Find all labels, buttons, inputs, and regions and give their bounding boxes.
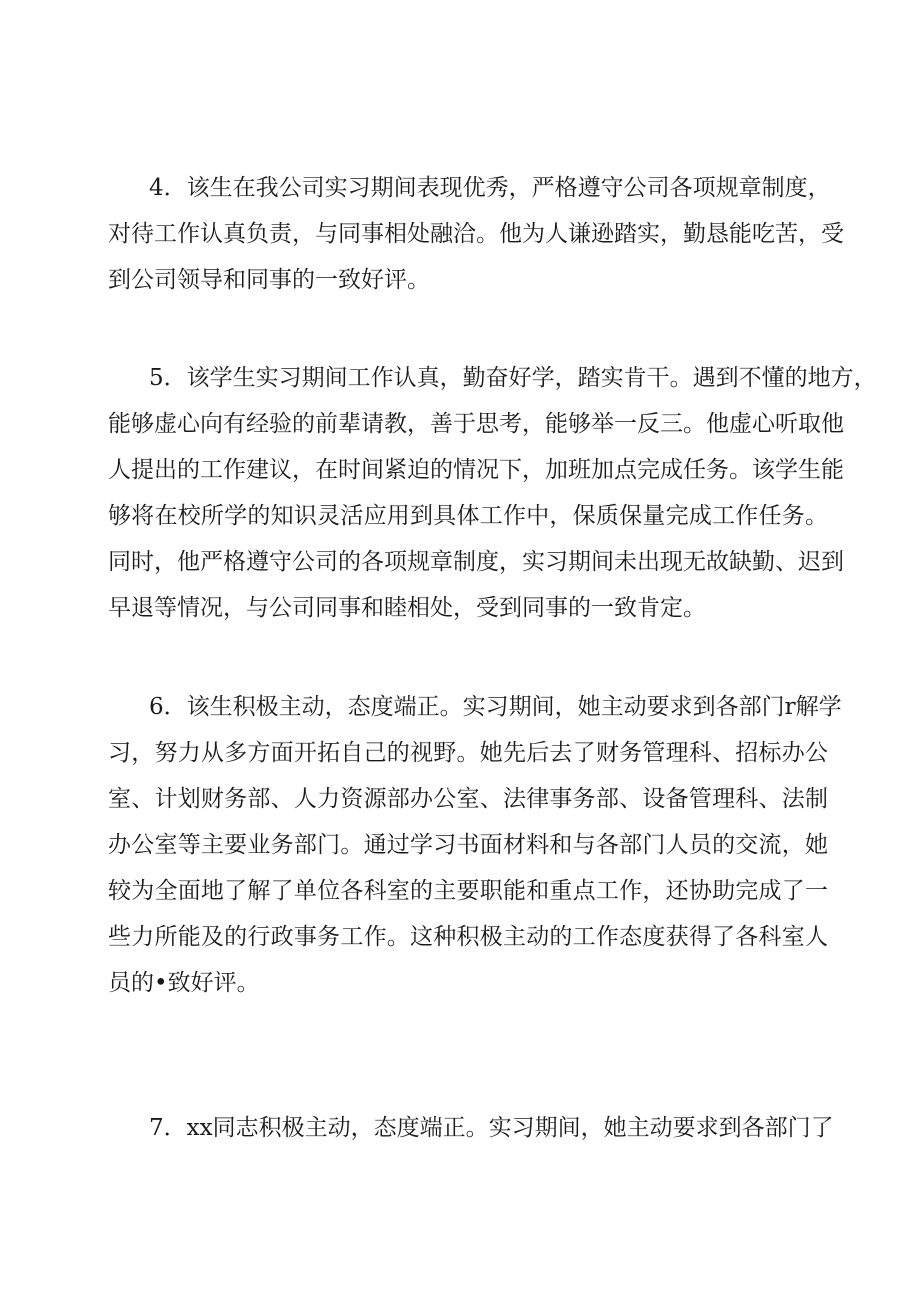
paragraph-line: 人提出的工作建议，在时间紧迫的情况下，加班加点完成任务。该学生能 bbox=[108, 457, 844, 483]
paragraph-5 bbox=[108, 355, 877, 631]
paragraph-line: 早退等情况，与公司同事和睦相处，受到同事的一致肯定。 bbox=[108, 595, 706, 621]
paragraph-line: 些力所能及的行政事务工作。这种积极主动的工作态度获得了各科室人 bbox=[108, 924, 828, 950]
paragraph-7 bbox=[108, 1105, 834, 1151]
paragraph-line: 习，努力从多方面开拓自己的视野。她先后去了财务管理科、招标办公 bbox=[108, 740, 828, 766]
paragraph-line: 对待工作认真负责，与同事相处融洽。他为人谦逊踏实，勤恳能吃苦，受 bbox=[108, 221, 844, 247]
paragraph-line: 员的•致好评。 bbox=[108, 970, 260, 996]
paragraph-line: 4．该生在我公司实习期间表现优秀，严格遵守公司各项规章制度， bbox=[149, 175, 831, 201]
paragraph-line: 同时，他严格遵守公司的各项规章制度，实习期间未出现无故缺勤、迟到 bbox=[108, 549, 844, 575]
paragraph-line: 到公司领导和同事的一致好评。 bbox=[108, 267, 430, 293]
paragraph-line: 6．该生积极主动，态度端正。实习期间，她主动要求到各部门r解学 bbox=[149, 694, 842, 720]
paragraph-line: 7．xx同志积极主动，态度端正。实习期间，她主动要求到各部门了 bbox=[149, 1115, 834, 1141]
paragraph-line: 办公室等主要业务部门。通过学习书面材料和与各部门人员的交流，她 bbox=[108, 832, 828, 858]
paragraph-4 bbox=[108, 165, 844, 303]
paragraph-line: 够将在校所学的知识灵活应用到具体工作中，保质保量完成工作任务。 bbox=[108, 503, 828, 529]
paragraph-line: 较为全面地了解了单位各科室的主要职能和重点工作，还协助完成了一 bbox=[108, 878, 828, 904]
paragraph-line: 室、计划财务部、人力资源部办公室、法律事务部、设备管理科、法制 bbox=[108, 786, 828, 812]
paragraph-6 bbox=[108, 684, 842, 1006]
paragraph-line: 能够虚心向有经验的前辈请教，善于思考，能够举一反三。他虚心听取他 bbox=[108, 411, 844, 437]
paragraph-line: 5．该学生实习期间工作认真，勤奋好学，踏实肯干。遇到不懂的地方， bbox=[149, 365, 877, 391]
